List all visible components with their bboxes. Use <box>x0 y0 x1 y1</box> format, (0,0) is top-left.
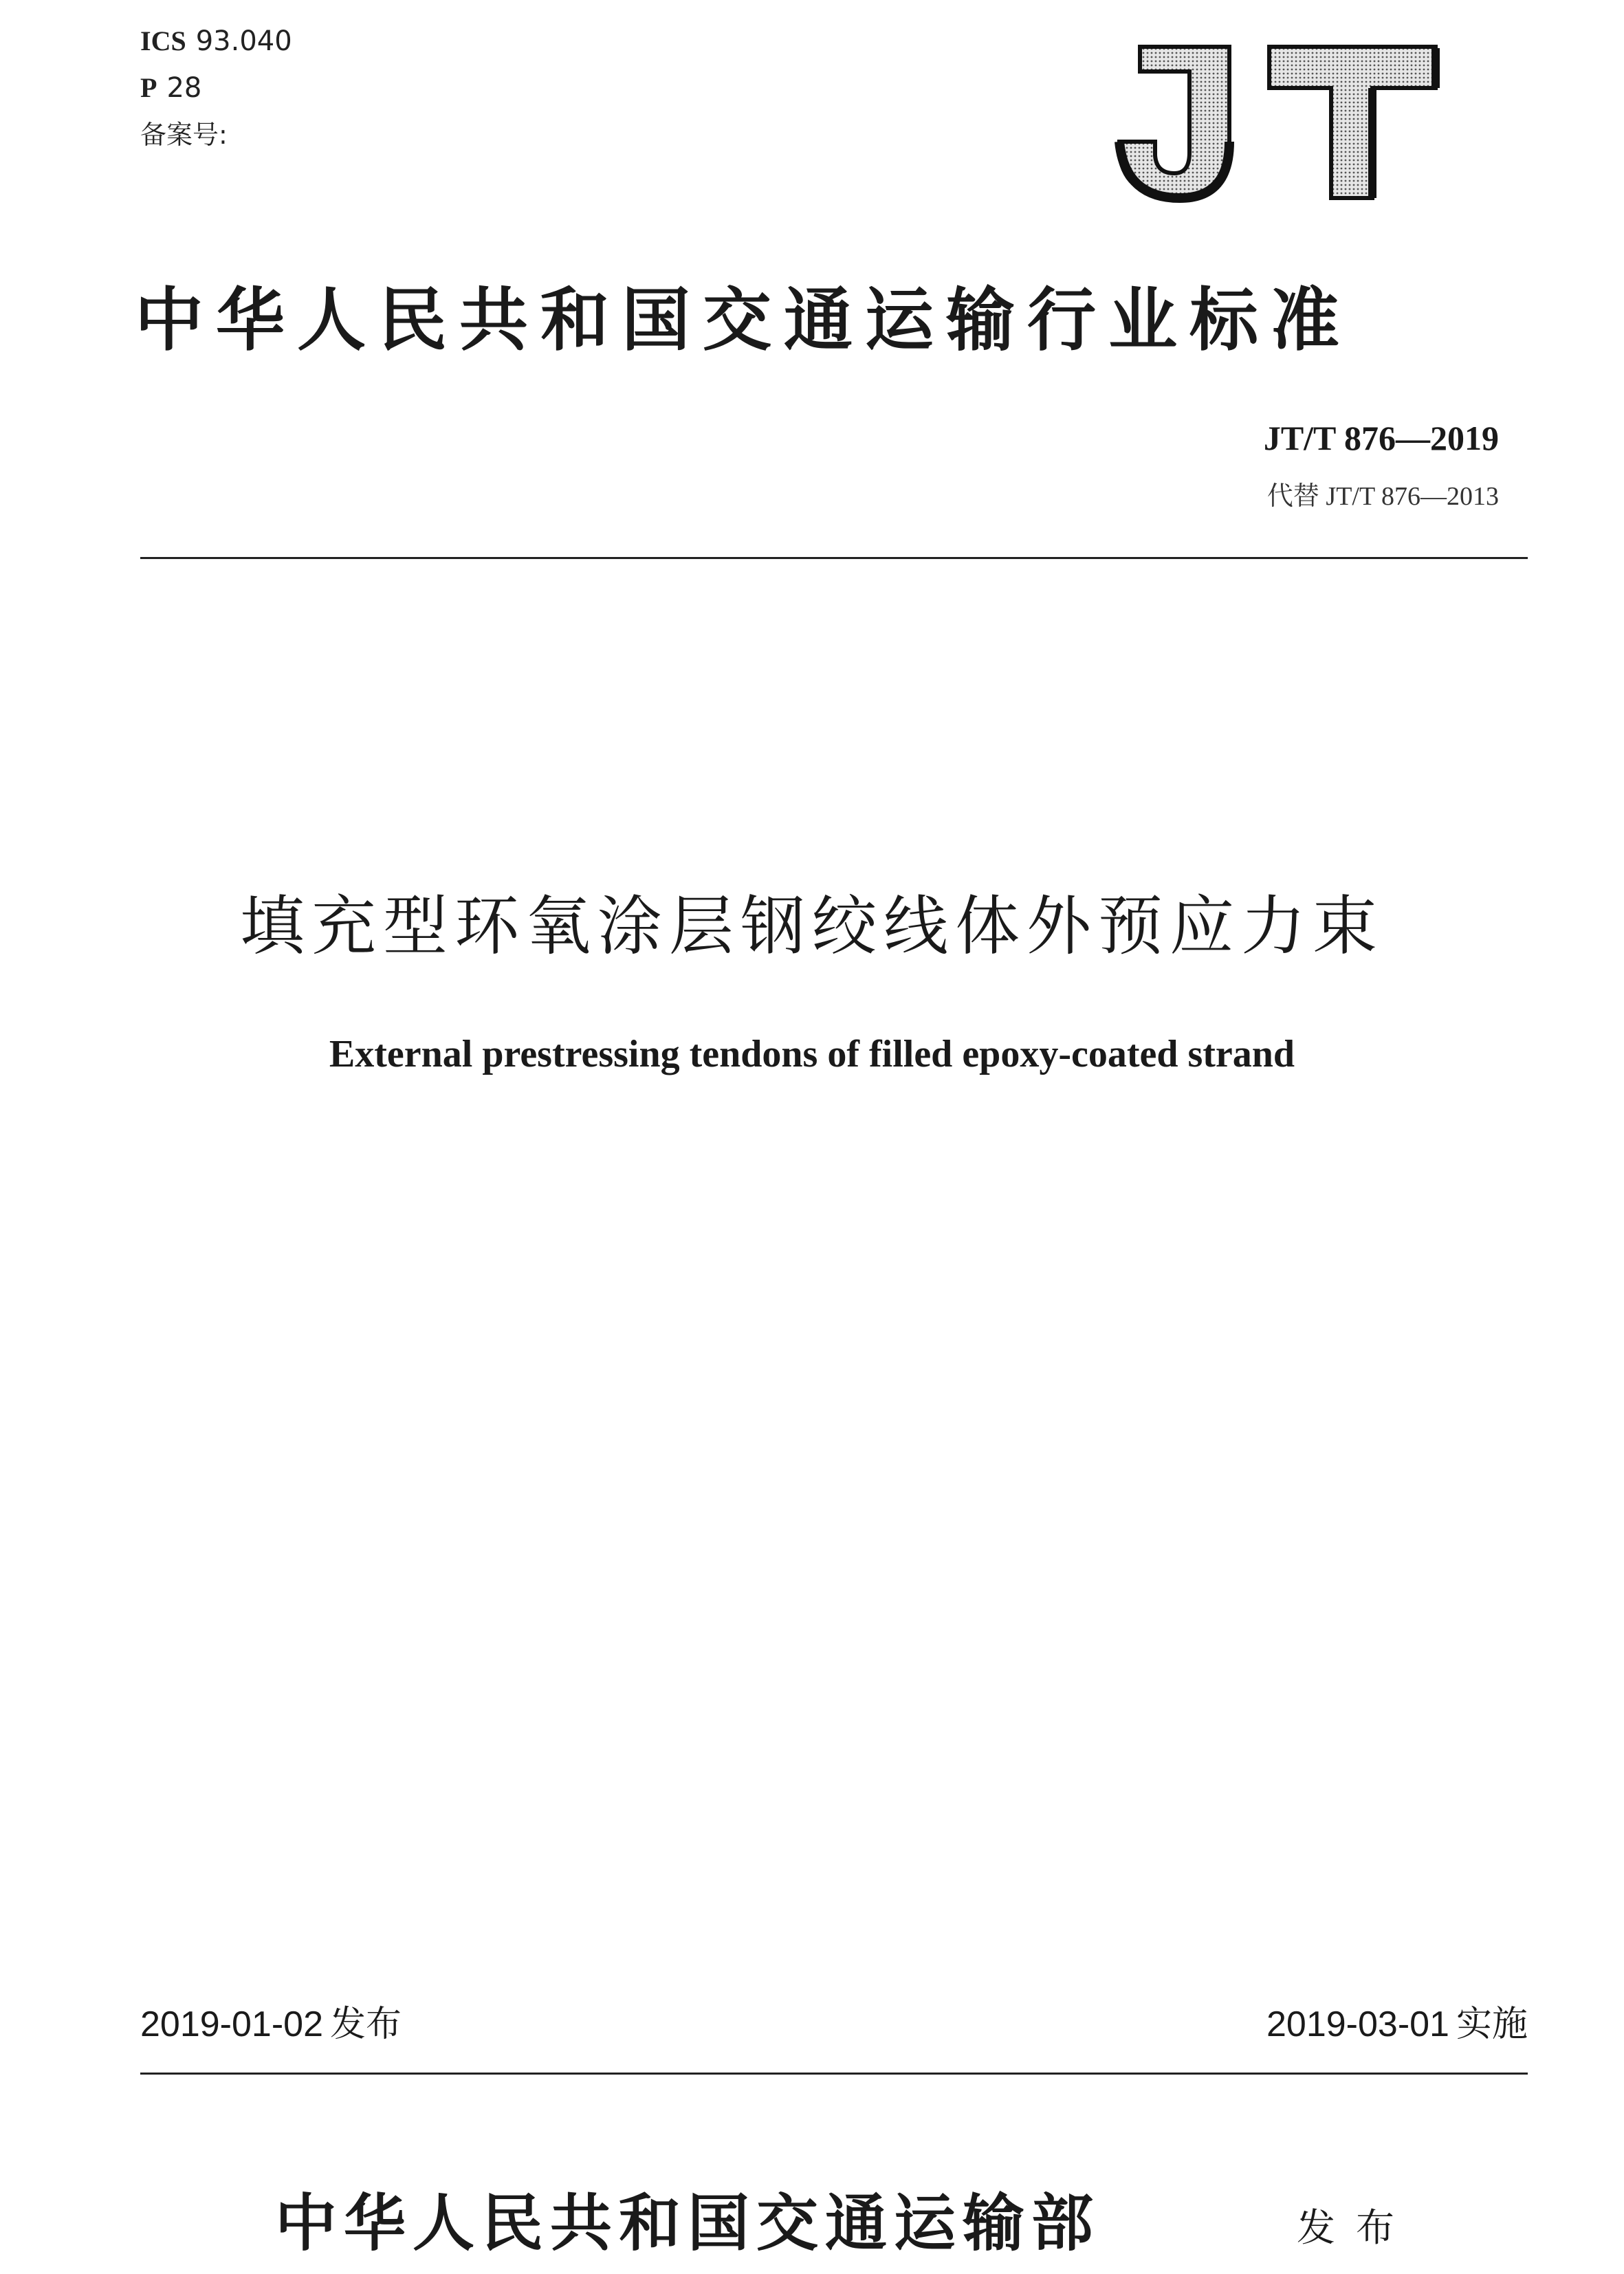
jt-logo <box>1112 39 1442 210</box>
ics-value: 93.040 <box>195 25 292 57</box>
effective-date <box>1266 2002 1528 2046</box>
logo-letter-t <box>1269 47 1436 198</box>
effective-date-suffix: 实施 <box>1456 2004 1528 2045</box>
issue-date-value: 2019-01-02 <box>140 2004 323 2044</box>
standard-number: JT/T 876—2019 <box>1263 419 1499 457</box>
document-title-chinese: 填充型环氧涂层钢绞线体外预应力束 <box>239 889 1384 964</box>
header-divider <box>140 557 1528 559</box>
p-classification <box>140 72 201 105</box>
document-title-english: External prestressing tendons of filled epoxy-coated strand <box>329 1033 1295 1075</box>
issue-date-suffix: 发布 <box>330 2004 402 2045</box>
effective-date-value: 2019-03-01 <box>1266 2004 1449 2044</box>
issuing-action: 发布 <box>1297 2206 1415 2251</box>
replaces-standard: 代替 JT/T 876—2013 <box>1266 482 1499 511</box>
logo-letter-j <box>1119 47 1229 198</box>
p-value: 28 <box>166 72 202 104</box>
p-label: P <box>140 72 157 103</box>
filing-number-label: 备案号: <box>140 120 228 150</box>
industry-standard-title: 中华人民共和国交通运输行业标准 <box>135 279 1352 360</box>
issue-date <box>140 2002 402 2046</box>
issuing-authority: 中华人民共和国交通运输部 <box>275 2187 1100 2260</box>
footer-divider <box>140 2073 1528 2075</box>
ics-label: ICS <box>140 25 186 56</box>
ics-classification <box>140 25 292 58</box>
